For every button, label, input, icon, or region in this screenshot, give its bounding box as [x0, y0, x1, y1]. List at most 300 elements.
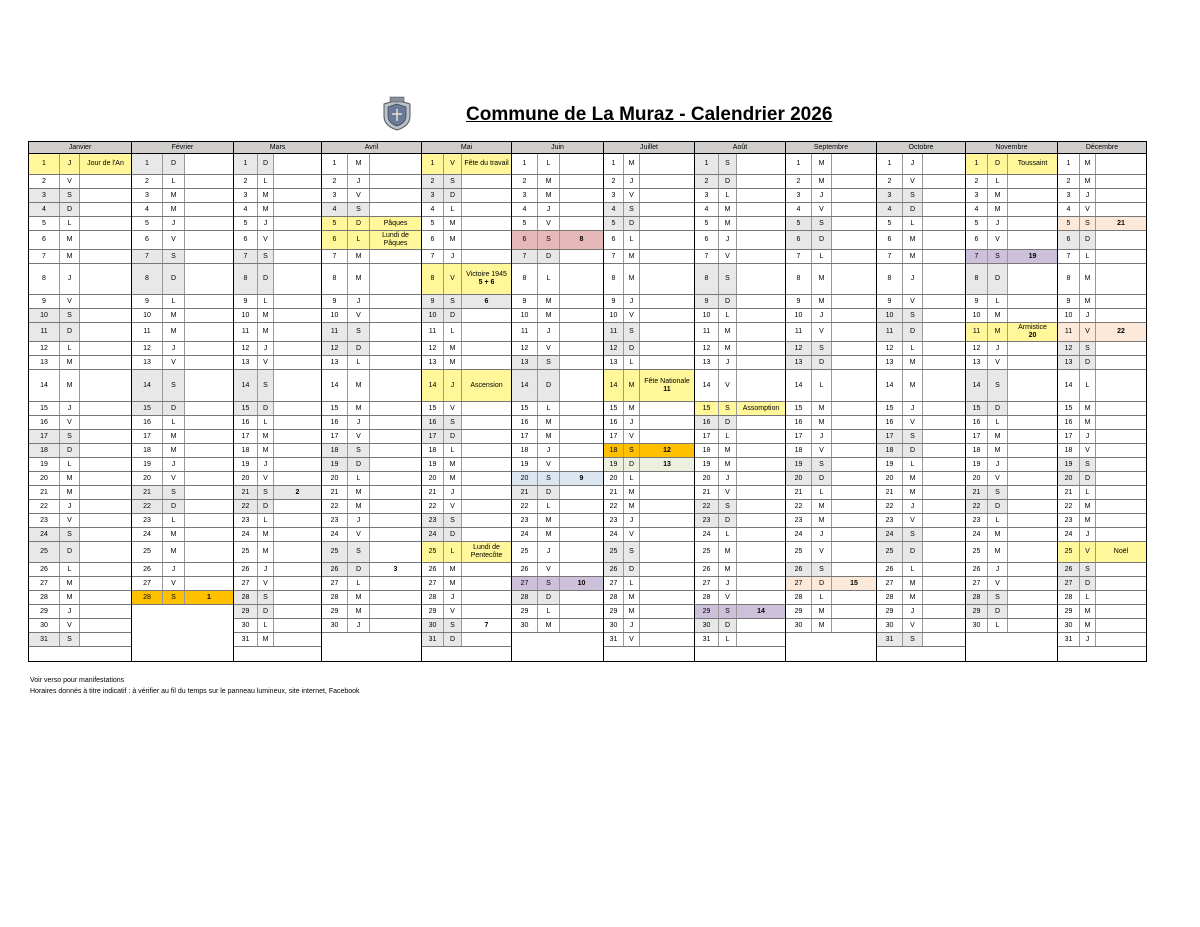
- day-row: [322, 500, 421, 514]
- day-note: [560, 323, 603, 341]
- day-row: [877, 342, 965, 356]
- day-row: [695, 189, 785, 203]
- day-row: [786, 295, 876, 309]
- weekday-letter: S: [348, 444, 370, 457]
- weekday-letter: D: [719, 514, 737, 527]
- day-note: [80, 563, 131, 576]
- day-number: 5: [512, 217, 538, 230]
- day-note: [737, 402, 785, 415]
- day-row: [512, 154, 603, 175]
- weekday-letter: D: [538, 486, 560, 499]
- day-row: [29, 577, 131, 591]
- day-note: [560, 203, 603, 216]
- weekday-letter: L: [988, 175, 1008, 188]
- weekday-letter: V: [719, 250, 737, 263]
- weekday-letter: L: [348, 472, 370, 485]
- day-number: 1: [786, 154, 812, 174]
- weekday-letter: M: [348, 250, 370, 263]
- day-note: [1096, 356, 1146, 369]
- day-number: 7: [322, 250, 348, 263]
- day-note: [1008, 528, 1057, 541]
- day-note: [462, 309, 511, 322]
- day-number: 28: [877, 591, 903, 604]
- weekday-letter: S: [444, 619, 462, 632]
- day-number: 11: [29, 323, 60, 341]
- day-number: 19: [512, 458, 538, 471]
- day-row: [1058, 175, 1146, 189]
- weekday-letter: S: [538, 356, 560, 369]
- day-note: [737, 500, 785, 513]
- weekday-letter: M: [258, 444, 274, 457]
- day-number: 22: [322, 500, 348, 513]
- weekday-letter: M: [812, 416, 832, 429]
- day-row: [322, 175, 421, 189]
- day-number: 10: [422, 309, 444, 322]
- day-number: 4: [29, 203, 60, 216]
- day-number: 5: [966, 217, 988, 230]
- day-number: 6: [322, 231, 348, 249]
- day-number: 30: [877, 619, 903, 632]
- day-note: [923, 264, 965, 294]
- day-number: 25: [132, 542, 163, 562]
- day-note: [832, 619, 876, 632]
- day-number: 18: [322, 444, 348, 457]
- weekday-letter: D: [348, 563, 370, 576]
- day-note: [185, 444, 233, 457]
- day-row: [512, 323, 603, 342]
- weekday-letter: L: [812, 370, 832, 401]
- day-number: 15: [322, 402, 348, 415]
- day-note: [737, 356, 785, 369]
- day-number: 12: [234, 342, 258, 355]
- day-note: [1096, 528, 1146, 541]
- day-note: [370, 323, 421, 341]
- day-row: [512, 309, 603, 323]
- day-row: [786, 309, 876, 323]
- day-number: 31: [695, 633, 719, 646]
- weekday-letter: V: [163, 356, 185, 369]
- month-header: Mai: [422, 142, 511, 154]
- weekday-letter: L: [348, 356, 370, 369]
- day-note: [923, 500, 965, 513]
- day-number: 15: [966, 402, 988, 415]
- day-row: [1058, 577, 1146, 591]
- day-note: [370, 295, 421, 308]
- weekday-letter: L: [163, 295, 185, 308]
- day-number: 7: [604, 250, 624, 263]
- weekday-letter: V: [903, 514, 923, 527]
- day-number: 14: [29, 370, 60, 401]
- day-note: [560, 309, 603, 322]
- day-row: [695, 217, 785, 231]
- weekday-letter: M: [988, 444, 1008, 457]
- weekday-letter: D: [719, 175, 737, 188]
- footnote-horaires: Horaires donnés à titre indicatif : à vérifier au fil du temps sur le panneau lumineux, site internet, Facebook: [30, 688, 360, 695]
- day-number: 2: [322, 175, 348, 188]
- weekday-letter: S: [988, 486, 1008, 499]
- day-row: [1058, 295, 1146, 309]
- day-note: [560, 154, 603, 174]
- day-number: 10: [512, 309, 538, 322]
- weekday-letter: L: [988, 416, 1008, 429]
- weekday-letter: S: [538, 577, 560, 590]
- day-row: [234, 514, 321, 528]
- day-note: [185, 264, 233, 294]
- weekday-letter: L: [624, 577, 640, 590]
- day-row: [786, 514, 876, 528]
- weekday-letter: M: [60, 472, 80, 485]
- weekday-letter: L: [163, 416, 185, 429]
- day-row: [322, 591, 421, 605]
- empty-cell: [604, 647, 694, 661]
- day-number: 11: [604, 323, 624, 341]
- day-number: 13: [786, 356, 812, 369]
- month-header: Décembre: [1058, 142, 1146, 154]
- day-row: [322, 231, 421, 250]
- day-row: [132, 323, 233, 342]
- weekday-letter: V: [444, 500, 462, 513]
- day-row: [604, 264, 694, 295]
- weekday-letter: J: [624, 619, 640, 632]
- weekday-letter: D: [163, 154, 185, 174]
- day-note: [185, 175, 233, 188]
- weekday-letter: M: [444, 472, 462, 485]
- day-note: [560, 486, 603, 499]
- day-number: 29: [966, 605, 988, 618]
- day-note: [274, 430, 321, 443]
- day-row: [1058, 430, 1146, 444]
- weekday-letter: S: [988, 591, 1008, 604]
- weekday-letter: D: [444, 633, 462, 646]
- weekday-letter: D: [719, 416, 737, 429]
- day-number: 16: [29, 416, 60, 429]
- weekday-letter: J: [1080, 189, 1096, 202]
- day-row: [422, 231, 511, 250]
- day-note: [80, 402, 131, 415]
- day-note: [185, 342, 233, 355]
- day-number: 13: [322, 356, 348, 369]
- weekday-letter: M: [348, 264, 370, 294]
- day-row: [422, 370, 511, 402]
- weekday-letter: V: [1080, 444, 1096, 457]
- day-note: [640, 514, 694, 527]
- day-number: 18: [234, 444, 258, 457]
- day-number: 9: [234, 295, 258, 308]
- day-note: [462, 528, 511, 541]
- weekday-letter: M: [719, 323, 737, 341]
- day-note: [80, 430, 131, 443]
- day-note: [1096, 402, 1146, 415]
- day-note: [832, 472, 876, 485]
- day-row: [234, 154, 321, 175]
- weekday-letter: S: [1080, 458, 1096, 471]
- weekday-letter: V: [60, 295, 80, 308]
- day-row: [512, 342, 603, 356]
- day-number: 17: [604, 430, 624, 443]
- day-number: 20: [234, 472, 258, 485]
- day-row: [695, 356, 785, 370]
- day-row: [604, 309, 694, 323]
- day-row: [422, 342, 511, 356]
- day-number: 23: [132, 514, 163, 527]
- weekday-letter: V: [60, 619, 80, 632]
- day-row: [604, 217, 694, 231]
- day-row: [786, 217, 876, 231]
- weekday-letter: M: [624, 605, 640, 618]
- weekday-letter: S: [258, 370, 274, 401]
- day-note: [462, 203, 511, 216]
- day-note: [923, 591, 965, 604]
- day-row: [966, 189, 1057, 203]
- event-number: 19: [1028, 252, 1037, 260]
- weekday-letter: D: [903, 203, 923, 216]
- day-note: [832, 264, 876, 294]
- day-number: 18: [512, 444, 538, 457]
- header: [380, 96, 840, 132]
- day-row: [786, 356, 876, 370]
- day-number: 1: [695, 154, 719, 174]
- day-row: [966, 295, 1057, 309]
- day-number: 30: [695, 619, 719, 632]
- day-row: [234, 444, 321, 458]
- day-note: [370, 264, 421, 294]
- day-row: [322, 217, 421, 231]
- weekday-letter: M: [1080, 402, 1096, 415]
- weekday-letter: M: [258, 430, 274, 443]
- day-row: [322, 430, 421, 444]
- weekday-letter: J: [719, 577, 737, 590]
- day-note: [274, 264, 321, 294]
- weekday-letter: L: [444, 542, 462, 562]
- day-row: [877, 295, 965, 309]
- day-number: 7: [234, 250, 258, 263]
- day-row: [1058, 217, 1146, 231]
- day-row: [234, 458, 321, 472]
- day-number: 27: [234, 577, 258, 590]
- month-column: [966, 142, 1058, 661]
- day-row: [877, 189, 965, 203]
- day-row: [234, 605, 321, 619]
- day-note: [737, 605, 785, 618]
- day-number: 16: [1058, 416, 1080, 429]
- day-row: [695, 528, 785, 542]
- weekday-letter: V: [258, 472, 274, 485]
- day-row: [322, 563, 421, 577]
- day-note: [80, 309, 131, 322]
- day-number: 13: [1058, 356, 1080, 369]
- weekday-letter: J: [988, 342, 1008, 355]
- day-row: [322, 528, 421, 542]
- weekday-letter: L: [719, 309, 737, 322]
- day-row: [966, 309, 1057, 323]
- day-row: [1058, 444, 1146, 458]
- day-number: 10: [1058, 309, 1080, 322]
- day-number: 30: [1058, 619, 1080, 632]
- day-row: [604, 591, 694, 605]
- day-note: [832, 231, 876, 249]
- day-row: [29, 416, 131, 430]
- day-note: [274, 605, 321, 618]
- day-number: 7: [966, 250, 988, 263]
- day-row: [29, 633, 131, 647]
- weekday-letter: S: [812, 458, 832, 471]
- day-row: [132, 370, 233, 402]
- day-row: [966, 472, 1057, 486]
- weekday-letter: M: [348, 591, 370, 604]
- day-note: [1008, 175, 1057, 188]
- day-number: 4: [1058, 203, 1080, 216]
- day-row: [1058, 370, 1146, 402]
- day-note: [832, 154, 876, 174]
- day-note: [462, 542, 511, 562]
- day-number: 28: [1058, 591, 1080, 604]
- day-row: [29, 430, 131, 444]
- day-note: [1096, 416, 1146, 429]
- day-row: [786, 619, 876, 633]
- day-number: 20: [877, 472, 903, 485]
- weekday-letter: V: [719, 486, 737, 499]
- day-row: [786, 416, 876, 430]
- day-number: 27: [322, 577, 348, 590]
- day-row: [966, 342, 1057, 356]
- weekday-letter: L: [444, 444, 462, 457]
- day-note: [462, 514, 511, 527]
- weekday-letter: V: [538, 217, 560, 230]
- day-note: [832, 577, 876, 590]
- day-number: 20: [1058, 472, 1080, 485]
- day-number: 18: [877, 444, 903, 457]
- weekday-letter: M: [163, 323, 185, 341]
- day-row: [29, 342, 131, 356]
- day-number: 23: [877, 514, 903, 527]
- month-header: Août: [695, 142, 785, 154]
- day-number: 6: [132, 231, 163, 249]
- day-note: [640, 264, 694, 294]
- event-number: 1: [207, 593, 211, 601]
- day-row: [604, 231, 694, 250]
- day-note: [640, 486, 694, 499]
- day-note: [832, 342, 876, 355]
- day-number: 5: [877, 217, 903, 230]
- day-row: [877, 444, 965, 458]
- day-number: 7: [1058, 250, 1080, 263]
- day-number: 12: [695, 342, 719, 355]
- weekday-letter: J: [719, 472, 737, 485]
- weekday-letter: V: [1080, 203, 1096, 216]
- day-row: [512, 500, 603, 514]
- weekday-letter: M: [60, 577, 80, 590]
- weekday-letter: M: [988, 542, 1008, 562]
- day-number: 4: [422, 203, 444, 216]
- day-number: 17: [966, 430, 988, 443]
- day-number: 2: [877, 175, 903, 188]
- weekday-letter: J: [903, 500, 923, 513]
- day-note: [832, 189, 876, 202]
- weekday-letter: M: [163, 309, 185, 322]
- day-note: [185, 528, 233, 541]
- day-note: [1096, 264, 1146, 294]
- day-number: 3: [29, 189, 60, 202]
- weekday-letter: V: [812, 444, 832, 457]
- event-number: 13: [663, 460, 671, 468]
- day-row: [786, 528, 876, 542]
- day-number: 21: [234, 486, 258, 499]
- day-note: [560, 356, 603, 369]
- day-number: 21: [695, 486, 719, 499]
- day-number: 25: [966, 542, 988, 562]
- day-row: [877, 633, 965, 647]
- day-note: [462, 416, 511, 429]
- day-row: [877, 402, 965, 416]
- day-number: 12: [877, 342, 903, 355]
- day-number: 26: [29, 563, 60, 576]
- weekday-letter: S: [624, 203, 640, 216]
- event-number: 21: [1117, 219, 1125, 227]
- day-note: [1096, 458, 1146, 471]
- weekday-letter: V: [1080, 323, 1096, 341]
- day-number: 3: [512, 189, 538, 202]
- day-note: [80, 231, 131, 249]
- day-row: [322, 486, 421, 500]
- weekday-letter: V: [624, 309, 640, 322]
- day-number: 29: [695, 605, 719, 618]
- day-row: [234, 577, 321, 591]
- weekday-letter: V: [444, 605, 462, 618]
- weekday-letter: L: [903, 217, 923, 230]
- day-note: [737, 231, 785, 249]
- day-row: [604, 472, 694, 486]
- day-number: 30: [322, 619, 348, 632]
- day-number: 26: [695, 563, 719, 576]
- day-row: [512, 444, 603, 458]
- weekday-letter: M: [1080, 605, 1096, 618]
- day-row: [695, 619, 785, 633]
- day-note: [1096, 430, 1146, 443]
- day-number: 9: [695, 295, 719, 308]
- day-number: 4: [234, 203, 258, 216]
- weekday-letter: L: [348, 577, 370, 590]
- day-number: 11: [1058, 323, 1080, 341]
- day-number: 14: [786, 370, 812, 401]
- weekday-letter: S: [903, 430, 923, 443]
- day-row: [786, 430, 876, 444]
- day-note: [1096, 231, 1146, 249]
- day-row: [604, 619, 694, 633]
- day-row: [695, 250, 785, 264]
- weekday-letter: V: [258, 356, 274, 369]
- weekday-letter: J: [60, 605, 80, 618]
- coat-of-arms-logo: [380, 96, 414, 132]
- day-note: [832, 514, 876, 527]
- day-number: 9: [1058, 295, 1080, 308]
- weekday-letter: L: [903, 458, 923, 471]
- weekday-letter: M: [903, 591, 923, 604]
- weekday-letter: S: [988, 370, 1008, 401]
- day-row: [604, 356, 694, 370]
- day-note: [274, 309, 321, 322]
- day-row: [422, 514, 511, 528]
- weekday-letter: M: [444, 458, 462, 471]
- day-row: [604, 203, 694, 217]
- day-number: 20: [422, 472, 444, 485]
- day-row: [234, 542, 321, 563]
- weekday-letter: J: [538, 323, 560, 341]
- day-row: [132, 514, 233, 528]
- weekday-letter: J: [60, 154, 80, 174]
- weekday-letter: M: [60, 486, 80, 499]
- day-number: 13: [422, 356, 444, 369]
- day-number: 1: [966, 154, 988, 174]
